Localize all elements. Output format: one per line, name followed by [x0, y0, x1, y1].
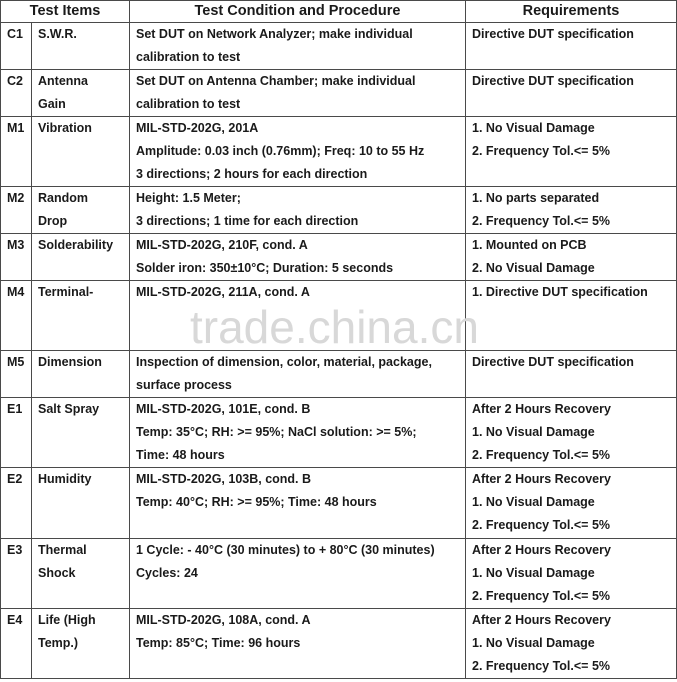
row-requirements-line: Directive DUT specification [472, 27, 634, 41]
row-test-item [32, 539, 130, 609]
row-test-item [32, 609, 130, 679]
table-row [1, 281, 677, 351]
row-condition [130, 70, 466, 117]
row-requirements [466, 70, 677, 117]
table-row [1, 117, 677, 187]
row-requirements-line: Directive DUT specification [472, 74, 634, 88]
row-condition-line: Set DUT on Network Analyzer; make individual [136, 27, 413, 41]
row-condition-line: Solder iron: 350±10°C; Duration: 5 seconds [136, 261, 394, 275]
row-condition-line: 3 directions; 1 time for each direction [136, 214, 359, 228]
row-condition [130, 351, 466, 398]
row-requirements-line: 2. Frequency Tol.<= 5% [472, 518, 611, 532]
row-requirements-line: 1. No Visual Damage [472, 425, 595, 439]
row-requirements [466, 539, 677, 609]
row-requirements [466, 23, 677, 70]
row-condition-line: MIL-STD-202G, 210F, cond. A [136, 238, 308, 252]
row-requirements-line: After 2 Hours Recovery [472, 543, 611, 557]
row-requirements-line: Directive DUT specification [472, 355, 634, 369]
row-requirements [466, 187, 677, 234]
row-code: E1 [1, 398, 32, 468]
row-test-item [32, 187, 130, 234]
row-requirements-line: After 2 Hours Recovery [472, 613, 611, 627]
row-condition-line: MIL-STD-202G, 201A [136, 121, 259, 135]
row-condition-line: MIL-STD-202G, 108A, cond. A [136, 613, 311, 627]
table-row [1, 468, 677, 539]
table-row [1, 539, 677, 609]
header-test-condition: Test Condition and Procedure [130, 1, 466, 23]
row-condition [130, 234, 466, 281]
row-condition [130, 117, 466, 187]
table-row [1, 351, 677, 398]
row-test-item-line: Life (High [38, 613, 96, 627]
table-row [1, 70, 677, 117]
row-requirements-line: 1. Directive DUT specification [472, 285, 648, 299]
row-condition-line: calibration to test [136, 50, 241, 64]
table-header-row [1, 1, 677, 23]
row-condition-line: surface process [136, 378, 232, 392]
row-condition-line: Temp: 35°C; RH: >= 95%; NaCl solution: >= 5%; [136, 425, 417, 439]
row-test-item-line: Solderability [38, 238, 114, 252]
row-test-item-line: Temp.) [38, 636, 79, 650]
row-test-item-line: Gain [38, 97, 66, 111]
row-test-item [32, 70, 130, 117]
row-requirements-line: 1. No Visual Damage [472, 495, 595, 509]
row-condition-line: Inspection of dimension, color, material, package, [136, 355, 432, 369]
row-test-item-line: Dimension [38, 355, 102, 369]
row-test-item-line: Vibration [38, 121, 92, 135]
row-test-item-line: Terminal- [38, 285, 94, 299]
row-code: E2 [1, 468, 32, 539]
row-requirements-line: 2. No Visual Damage [472, 261, 595, 275]
row-requirements-line: After 2 Hours Recovery [472, 472, 611, 486]
row-requirements-line: 1. Mounted on PCB [472, 238, 587, 252]
row-requirements [466, 117, 677, 187]
row-test-item-line: Thermal [38, 543, 87, 557]
row-requirements-line: 1. No Visual Damage [472, 636, 595, 650]
row-code: C1 [1, 23, 32, 70]
row-requirements [466, 609, 677, 679]
row-test-item-line: Salt Spray [38, 402, 100, 416]
table-row [1, 234, 677, 281]
row-condition [130, 539, 466, 609]
row-code: E4 [1, 609, 32, 679]
row-condition-line: MIL-STD-202G, 103B, cond. B [136, 472, 312, 486]
row-requirements-line: 1. No Visual Damage [472, 121, 595, 135]
row-requirements-line: 1. No parts separated [472, 191, 600, 205]
row-test-item-line: Antenna [38, 74, 88, 88]
row-requirements [466, 281, 677, 351]
row-test-item [32, 234, 130, 281]
row-condition-line: Amplitude: 0.03 inch (0.76mm); Freq: 10 to 55 Hz [136, 144, 425, 158]
row-condition [130, 398, 466, 468]
table-row [1, 187, 677, 234]
row-test-item [32, 117, 130, 187]
row-test-item-line: Shock [38, 566, 76, 580]
row-condition-line: Set DUT on Antenna Chamber; make individual [136, 74, 416, 88]
row-condition [130, 23, 466, 70]
watermark: trade.china.cn [190, 301, 479, 353]
row-test-item-line: Drop [38, 214, 68, 228]
row-condition-line: MIL-STD-202G, 101E, cond. B [136, 402, 311, 416]
row-test-item-line: Random [38, 191, 88, 205]
row-test-item [32, 398, 130, 468]
row-requirements-line: 2. Frequency Tol.<= 5% [472, 659, 611, 673]
row-condition-line: 1 Cycle: - 40°C (30 minutes) to + 80°C (30 minutes) [136, 543, 435, 557]
row-requirements [466, 398, 677, 468]
header-test-items: Test Items [1, 1, 130, 23]
row-condition-line: Temp: 85°C; Time: 96 hours [136, 636, 301, 650]
row-requirements [466, 351, 677, 398]
row-test-item [32, 281, 130, 351]
row-code: E3 [1, 539, 32, 609]
row-condition-line: Height: 1.5 Meter; [136, 191, 241, 205]
row-code: M2 [1, 187, 32, 234]
row-test-item-line: S.W.R. [38, 27, 77, 41]
row-code: M1 [1, 117, 32, 187]
header-requirements: Requirements [466, 1, 677, 23]
table-row [1, 398, 677, 468]
table-row [1, 23, 677, 70]
row-requirements-line: 1. No Visual Damage [472, 566, 595, 580]
row-condition-line: Time: 48 hours [136, 448, 225, 462]
row-condition-line: Temp: 40°C; RH: >= 95%; Time: 48 hours [136, 495, 377, 509]
row-code: C2 [1, 70, 32, 117]
table-row [1, 609, 677, 679]
row-condition-line: 3 directions; 2 hours for each direction [136, 167, 368, 181]
row-requirements-line: 2. Frequency Tol.<= 5% [472, 214, 611, 228]
row-condition-line: MIL-STD-202G, 211A, cond. A [136, 285, 310, 299]
row-test-item [32, 351, 130, 398]
row-condition-line: calibration to test [136, 97, 241, 111]
row-condition [130, 468, 466, 539]
row-test-item [32, 23, 130, 70]
row-requirements-line: 2. Frequency Tol.<= 5% [472, 589, 611, 603]
row-condition [130, 187, 466, 234]
row-test-item [32, 468, 130, 539]
row-requirements-line: 2. Frequency Tol.<= 5% [472, 448, 611, 462]
row-requirements-line: After 2 Hours Recovery [472, 402, 611, 416]
row-test-item-line: Humidity [38, 472, 92, 486]
row-requirements [466, 468, 677, 539]
row-condition-line: Cycles: 24 [136, 566, 198, 580]
row-code: M4 [1, 281, 32, 351]
row-condition [130, 281, 466, 351]
row-condition [130, 609, 466, 679]
row-code: M5 [1, 351, 32, 398]
row-code: M3 [1, 234, 32, 281]
row-requirements-line: 2. Frequency Tol.<= 5% [472, 144, 611, 158]
row-requirements [466, 234, 677, 281]
